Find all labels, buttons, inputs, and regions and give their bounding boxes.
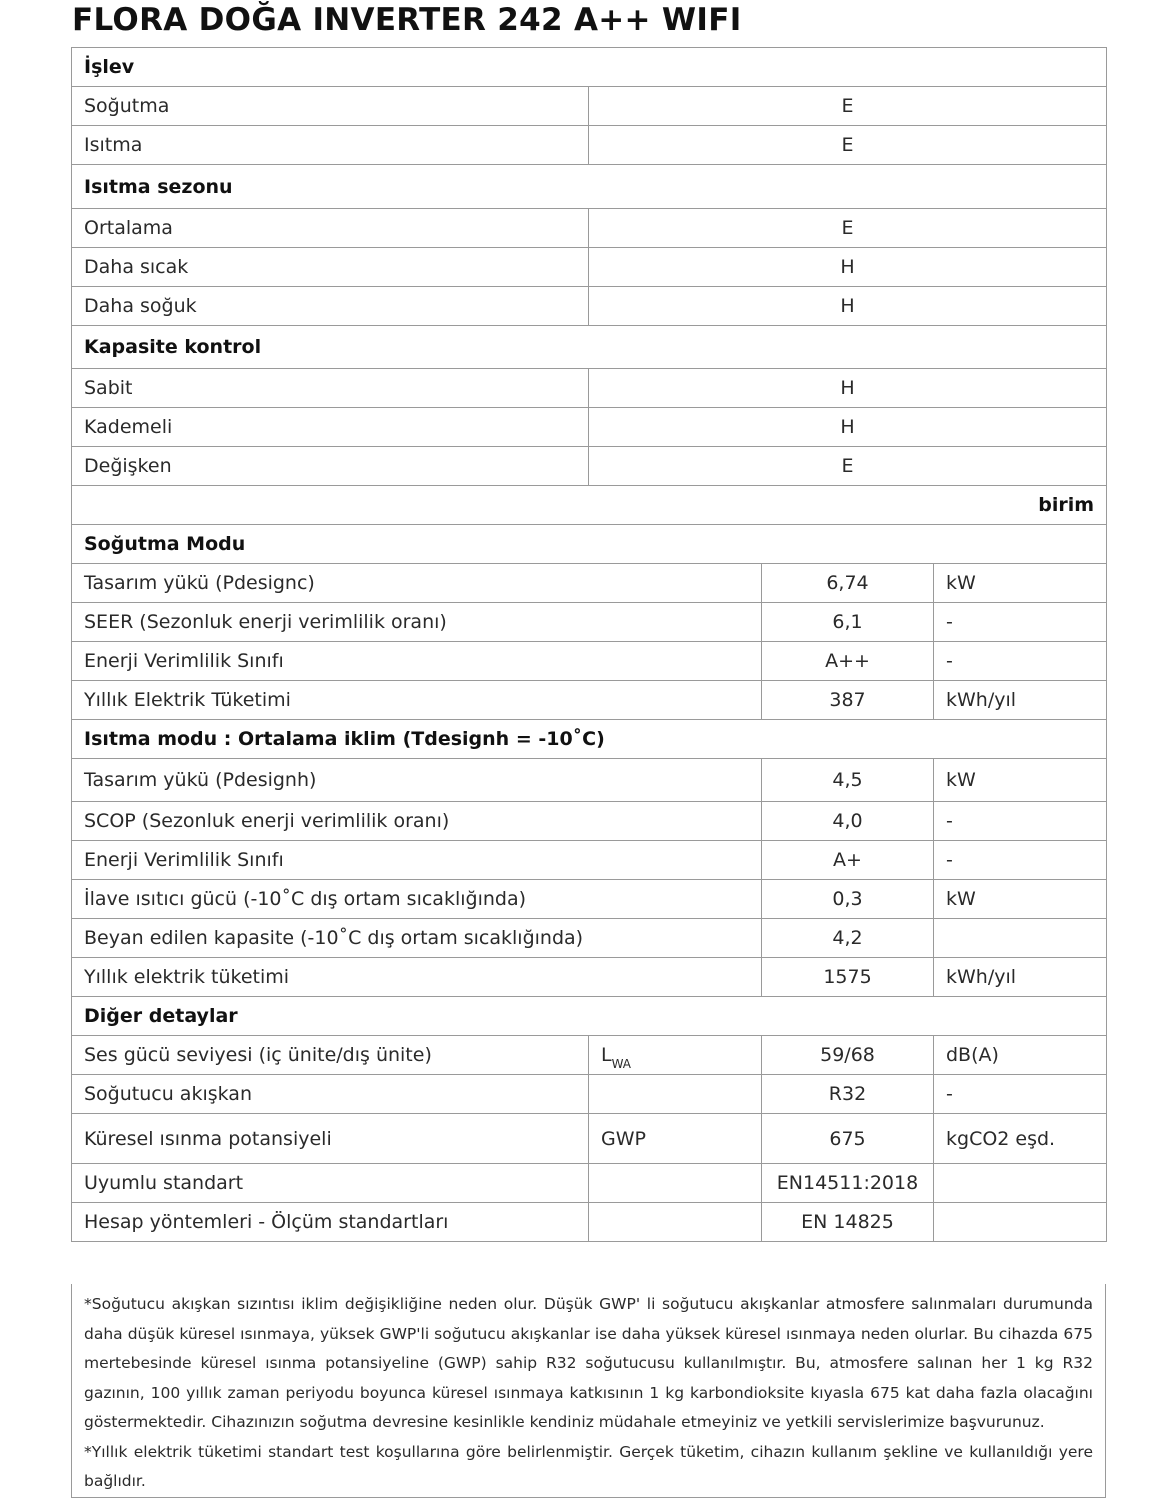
row-label: Ses gücü seviyesi (iç ünite/dış ünite) [72,1036,589,1075]
row-symbol [589,1036,762,1075]
spec-table [71,47,1107,1242]
section-header-sogutma-modu [72,525,1107,564]
table-row [72,248,1107,287]
row-value: 675 [762,1114,934,1164]
row-value: EN14511:2018 [762,1164,934,1203]
row-value: E [589,447,1107,486]
symbol-main: L [601,1044,612,1066]
table-row [72,209,1107,248]
table-row [72,287,1107,326]
row-label: Soğutma [72,87,589,126]
footnote-consumption: *Yıllık elektrik tüketimi standart test koşullarına göre belirlenmiştir. Gerçek tüketim, cihazın kullanım şekline ve kullanıldığı yere bağlıdır. [84,1442,1093,1490]
row-label: Hesap yöntemleri - Ölçüm standartları [72,1203,589,1242]
row-unit: kWh/yıl [934,681,1107,720]
section-title: Isıtma sezonu [72,165,1107,209]
row-unit [934,1164,1107,1203]
row-value: H [589,287,1107,326]
footnote-refrigerant: *Soğutucu akışkan sızıntısı iklim değişikliğine neden olur. Düşük GWP' li soğutucu akışkanlar atmosfere salınmaları durumunda daha düşük küresel ısınmaya, yüksek GWP'li soğutucu akışkanlar ise daha yüksek küresel ısınmaya neden olurlar. Bu cihazda 675 mertebesinde küresel ısınma potansiyeline (GWP) sahip R32 soğutucusu kullanılmıştır. Bu, atmosfere salınan her 1 kg R32 gazının, 100 yıllık zaman periyodu boyunca küresel ısınmaya katkısının 1 kg karbondioksite kıyasla 675 kat daha fazla olacağını göstermektedir. Cihazınızın soğutma devresine kesinlikle kendiniz müdahale etmeyiniz ve yetkili servislerimize başvurunuz. [84,1295,1093,1431]
row-value: A++ [762,642,934,681]
row-label: Soğutucu akışkan [72,1075,589,1114]
row-value: 59/68 [762,1036,934,1075]
table-row [72,759,1107,802]
row-value: EN 14825 [762,1203,934,1242]
row-label: Ortalama [72,209,589,248]
table-row [72,1075,1107,1114]
row-label: Enerji Verimlilik Sınıfı [72,642,762,681]
section-header-isitma-modu [72,720,1107,759]
table-row [72,408,1107,447]
row-unit: kW [934,880,1107,919]
row-value: 6,74 [762,564,934,603]
page-title: FLORA DOĞA INVERTER 242 A++ WIFI [72,2,742,38]
row-value: E [589,209,1107,248]
symbol-subscript: WA [611,1057,632,1071]
row-label: SEER (Sezonluk enerji verimlilik oranı) [72,603,762,642]
table-row [72,880,1107,919]
table-row [72,1203,1107,1242]
row-label: Yıllık elektrik tüketimi [72,958,762,997]
row-symbol: GWP [589,1114,762,1164]
section-title: Isıtma modu : Ortalama iklim (Tdesignh = -10˚C) [72,720,1107,759]
row-label: Isıtma [72,126,589,165]
row-unit: kgCO2 eşd. [934,1114,1107,1164]
row-unit: - [934,802,1107,841]
table-row [72,958,1107,997]
row-unit: - [934,841,1107,880]
row-label: Tasarım yükü (Pdesignc) [72,564,762,603]
row-unit [934,919,1107,958]
row-symbol [589,1203,762,1242]
row-label: Değişken [72,447,589,486]
row-label: SCOP (Sezonluk enerji verimlilik oranı) [72,802,762,841]
section-header-diger-detaylar [72,997,1107,1036]
unit-header-row [72,486,1107,525]
row-value: A+ [762,841,934,880]
section-title: İşlev [72,48,1107,87]
row-unit: kW [934,564,1107,603]
row-label: Beyan edilen kapasite (-10˚C dış ortam sıcaklığında) [72,919,762,958]
section-header-isitma-sezonu [72,165,1107,209]
row-value: E [589,87,1107,126]
row-label: İlave ısıtıcı gücü (-10˚C dış ortam sıcaklığında) [72,880,762,919]
table-row [72,1164,1107,1203]
row-unit [934,1203,1107,1242]
row-value: E [589,126,1107,165]
row-value: 0,3 [762,880,934,919]
table-row [72,369,1107,408]
row-label: Enerji Verimlilik Sınıfı [72,841,762,880]
row-label: Tasarım yükü (Pdesignh) [72,759,762,802]
row-label: Daha soğuk [72,287,589,326]
row-label: Kademeli [72,408,589,447]
table-row [72,681,1107,720]
row-value: R32 [762,1075,934,1114]
row-label: Küresel ısınma potansiyeli [72,1114,589,1164]
row-label: Daha sıcak [72,248,589,287]
row-unit: - [934,603,1107,642]
row-unit: kWh/yıl [934,958,1107,997]
row-unit: dB(A) [934,1036,1107,1075]
row-label: Uyumlu standart [72,1164,589,1203]
section-title: Kapasite kontrol [72,326,1107,369]
table-row [72,603,1107,642]
table-row [72,1036,1107,1075]
footnotes [71,1284,1106,1498]
table-row [72,841,1107,880]
row-unit: kW [934,759,1107,802]
row-value: H [589,408,1107,447]
section-header-islev [72,48,1107,87]
section-title: Diğer detaylar [72,997,1107,1036]
row-unit: - [934,642,1107,681]
row-label: Yıllık Elektrik Tüketimi [72,681,762,720]
row-value: 6,1 [762,603,934,642]
table-row [72,564,1107,603]
table-row [72,447,1107,486]
table-row [72,87,1107,126]
row-value: 1575 [762,958,934,997]
table-row [72,1114,1107,1164]
section-header-kapasite-kontrol [72,326,1107,369]
row-label: Sabit [72,369,589,408]
table-row [72,126,1107,165]
row-symbol [589,1164,762,1203]
table-row [72,642,1107,681]
row-value: 387 [762,681,934,720]
row-symbol [589,1075,762,1114]
unit-header: birim [72,486,1107,525]
row-value: 4,5 [762,759,934,802]
row-unit: - [934,1075,1107,1114]
row-value: H [589,369,1107,408]
table-row [72,919,1107,958]
section-title: Soğutma Modu [72,525,1107,564]
row-value: 4,0 [762,802,934,841]
table-row [72,802,1107,841]
row-value: 4,2 [762,919,934,958]
row-value: H [589,248,1107,287]
